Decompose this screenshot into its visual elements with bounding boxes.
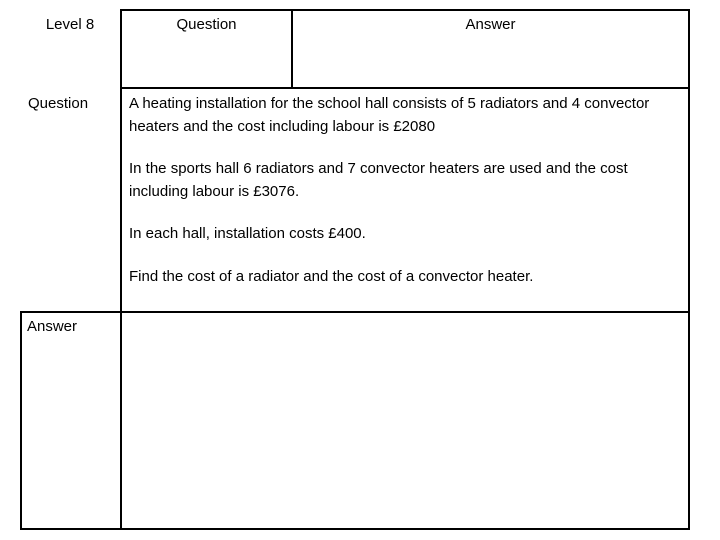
header-answer-label: Answer [465,16,516,33]
left-border [20,311,22,530]
question-row-label: Question [28,95,89,112]
question-paragraph-sports-hall: In the sports hall 6 radiators and 7 convector heaters are used and the cost including labour is £3076. [129,160,628,200]
header-level-label: Level 8 [45,16,95,33]
right-border [688,9,690,530]
question-paragraph-task: Find the cost of a radiator and the cost of a convector heater. [129,268,534,285]
answer-area[interactable] [124,315,686,526]
header-bottom-border [120,87,690,89]
label-column-divider [120,9,122,530]
question-paragraph-installation: A heating installation for the school hall consists of 5 radiators and 4 convector heaters and the cost including labour is £2080 [129,95,650,135]
answer-row-label: Answer [27,318,78,335]
question-paragraph-installation-cost: In each hall, installation costs £400. [129,225,366,242]
table-top-border [120,9,690,11]
header-question-label: Question [176,16,237,33]
